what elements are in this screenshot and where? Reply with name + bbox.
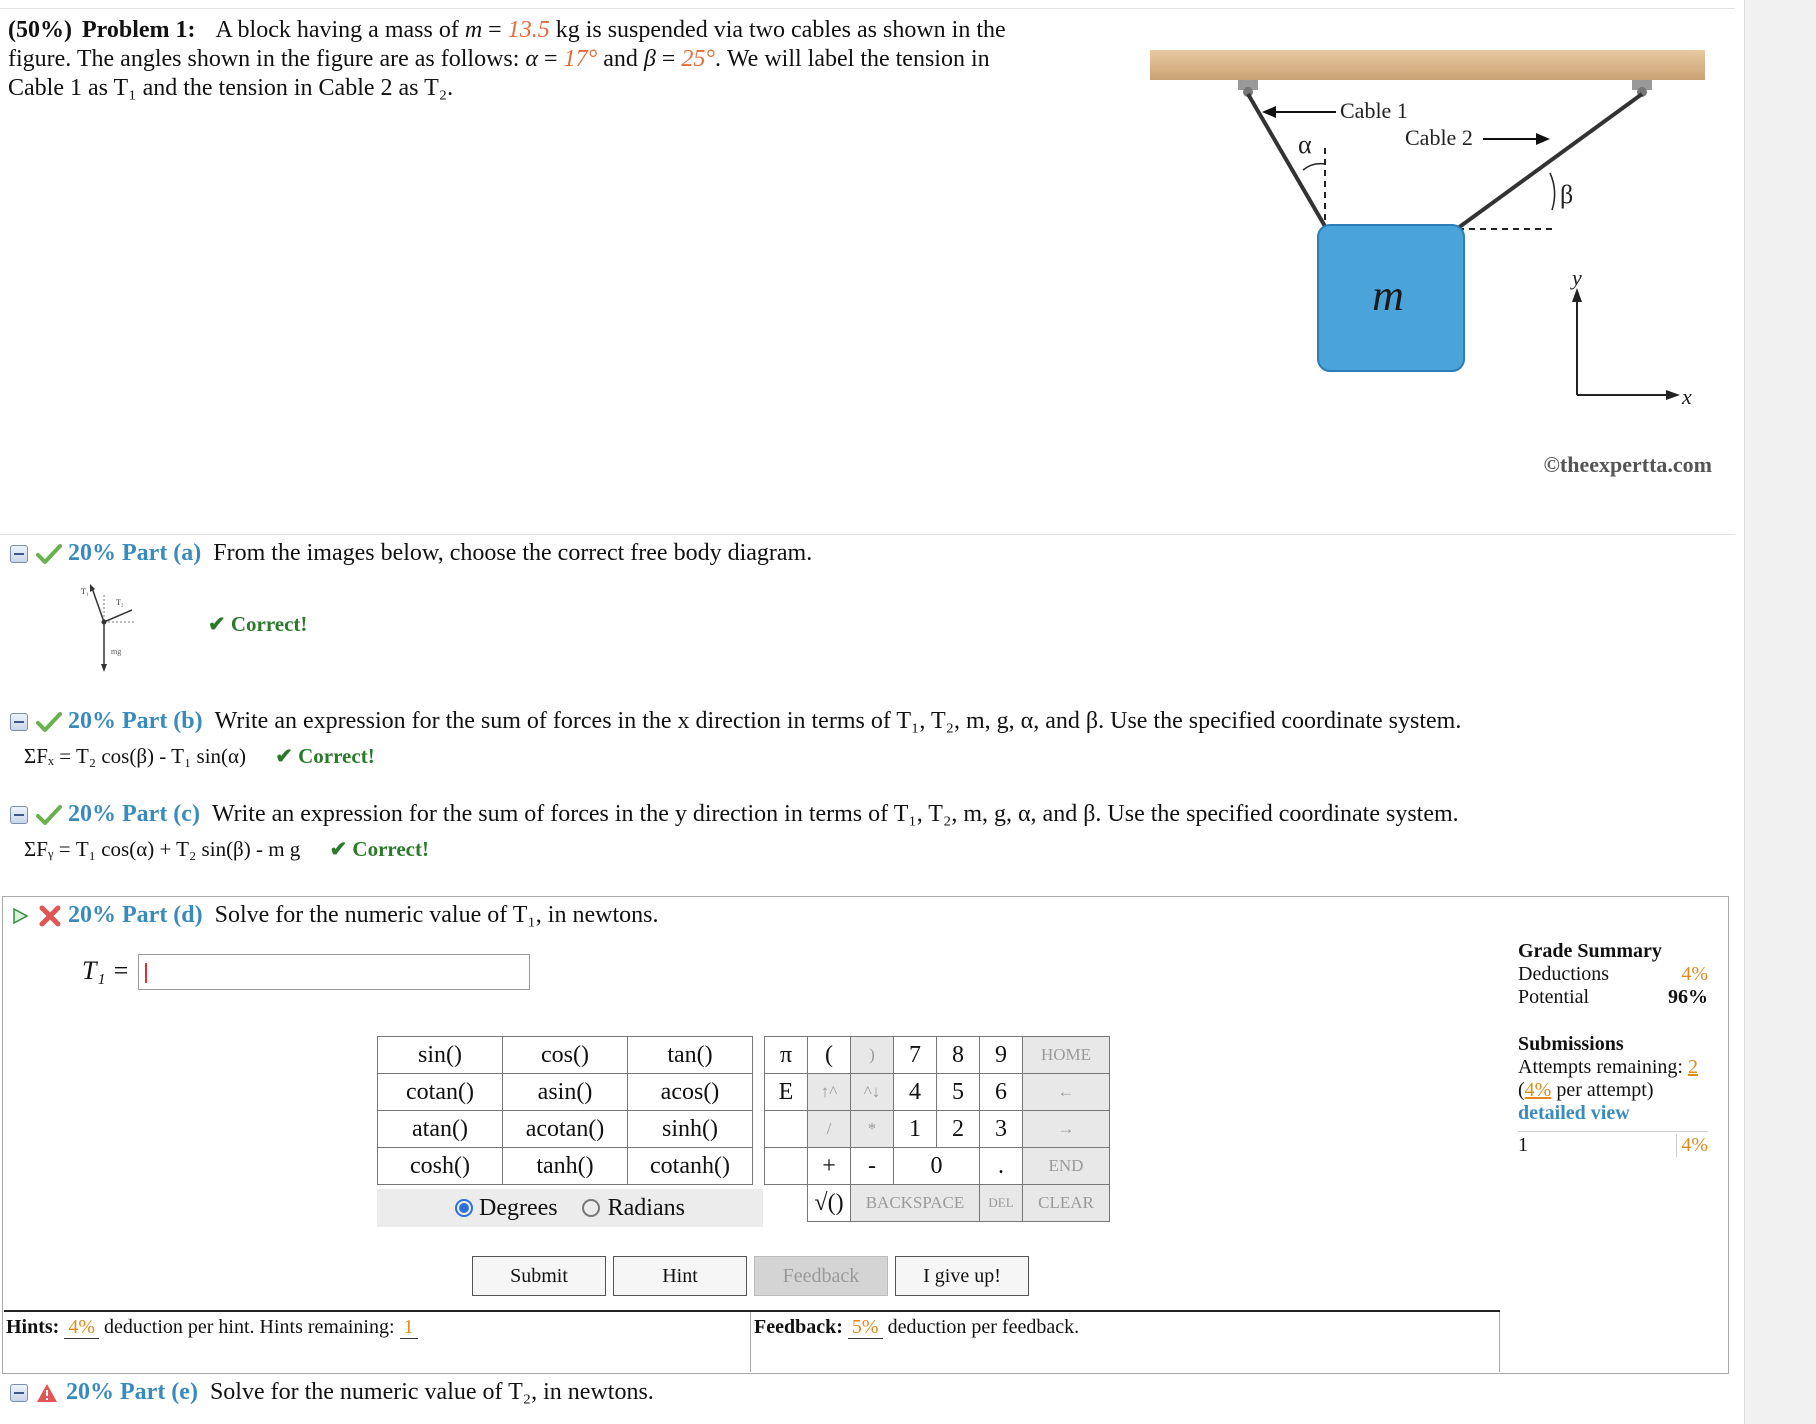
attempts-row xyxy=(1518,1056,1708,1079)
part-c-prompt: Write an expression for the sum of forces in the y direction in terms of T₁, T₂, m, g, α, and β. Use the specified coordinate system. xyxy=(211,801,1459,827)
check-icon xyxy=(36,804,62,826)
potential-value: 96% xyxy=(1668,986,1708,1008)
key-0[interactable]: 0 xyxy=(894,1148,980,1185)
numeric-keypad xyxy=(764,1036,1110,1222)
part-c-weight: 20% Part (c) xyxy=(68,801,200,827)
cable-1-label: Cable 1 xyxy=(1340,98,1408,123)
cable-1-line xyxy=(1248,94,1326,228)
problem-line-3: Cable 1 as T₁ and the tension in Cable 2 as T₂. xyxy=(8,75,454,101)
radians-label: Radians xyxy=(607,1194,685,1221)
submission-history-row xyxy=(1518,1131,1708,1157)
key-5[interactable]: 5 xyxy=(937,1074,980,1111)
x-axis-arrow-icon xyxy=(1666,390,1680,400)
problem-statement xyxy=(8,16,1108,103)
check-icon xyxy=(36,543,62,565)
per-attempt-row xyxy=(1518,1079,1708,1102)
equals: = xyxy=(655,46,682,72)
e-key[interactable]: E xyxy=(765,1074,808,1111)
cosh-button[interactable]: cosh() xyxy=(378,1148,503,1185)
equals: = xyxy=(538,46,564,72)
sinh-button[interactable]: sinh() xyxy=(628,1111,753,1148)
degrees-label: Degrees xyxy=(479,1194,558,1221)
function-keypad xyxy=(377,1036,753,1185)
alpha-value: 17° xyxy=(563,46,598,72)
collapse-icon[interactable] xyxy=(10,545,28,563)
problem-text-2: kg is suspended via two cables as shown in the xyxy=(549,17,1006,43)
key-3[interactable]: 3 xyxy=(980,1111,1023,1148)
key-8[interactable]: 8 xyxy=(937,1037,980,1074)
alpha-arc xyxy=(1303,164,1325,170)
warning-icon xyxy=(36,1383,58,1403)
tanh-button[interactable]: tanh() xyxy=(503,1148,628,1185)
detailed-view-link[interactable]: detailed view xyxy=(1518,1102,1630,1124)
problem-label: Problem 1: xyxy=(81,17,196,43)
ceiling xyxy=(1150,50,1705,80)
submissions-title: Submissions xyxy=(1518,1033,1624,1055)
hint-deduction: 4% xyxy=(64,1316,99,1339)
expand-triangle-icon[interactable] xyxy=(10,906,30,926)
fbd-t2-label: T₂ xyxy=(116,598,124,607)
hints-info xyxy=(6,1316,418,1339)
key-7[interactable]: 7 xyxy=(894,1037,937,1074)
part-b-status: ✔ Correct! xyxy=(275,744,375,768)
deductions-row xyxy=(1518,963,1708,986)
submission-index: 1 xyxy=(1518,1134,1528,1156)
cos-button[interactable]: cos() xyxy=(503,1037,628,1074)
part-a-status: ✔ Correct! xyxy=(208,612,308,636)
hints-feedback-right xyxy=(1499,1312,1500,1372)
hints-label: Hints: xyxy=(6,1316,60,1338)
potential-label: Potential xyxy=(1518,986,1590,1008)
part-b-header xyxy=(10,708,1461,735)
part-a-weight: 20% Part (a) xyxy=(68,540,202,566)
hints-remaining: 1 xyxy=(400,1316,418,1339)
acotan-button[interactable]: acotan() xyxy=(503,1111,628,1148)
part-a-header xyxy=(10,540,812,567)
attempts-label: Attempts remaining: xyxy=(1518,1056,1683,1078)
figure-copyright: ©theexpertta.com xyxy=(1543,452,1712,477)
left-arrow-key[interactable]: ← xyxy=(1023,1074,1110,1111)
deductions-label: Deductions xyxy=(1518,963,1610,985)
end-key[interactable]: END xyxy=(1023,1148,1110,1185)
y-axis-arrow-icon xyxy=(1572,288,1582,302)
give-up-button[interactable]: I give up! xyxy=(895,1256,1029,1296)
angle-mode-row xyxy=(377,1189,763,1227)
and-text: and xyxy=(597,46,644,72)
sqrt-key[interactable]: √() xyxy=(808,1185,851,1222)
feedback-label: Feedback: xyxy=(754,1316,843,1338)
problem-text: A block having a mass of xyxy=(215,17,465,43)
part-c-answer-row xyxy=(24,837,429,862)
attempts-value: 2 xyxy=(1687,1056,1698,1078)
open-paren-key[interactable]: ( xyxy=(808,1037,851,1074)
part-a-prompt: From the images below, choose the correct free body diagram. xyxy=(213,540,813,566)
hints-feedback-divider xyxy=(4,1310,1500,1312)
hints-feedback-frame xyxy=(750,1312,751,1372)
problem-text-4: . We will label the tension in xyxy=(714,46,990,72)
page-scrollbar[interactable] xyxy=(1744,0,1816,1424)
submit-button[interactable]: Submit xyxy=(472,1256,606,1296)
potential-row xyxy=(1518,986,1708,1009)
part-d-header xyxy=(10,902,658,929)
key-9[interactable]: 9 xyxy=(980,1037,1023,1074)
del-key[interactable]: DEL xyxy=(980,1185,1023,1222)
cable-2-label: Cable 2 xyxy=(1405,125,1473,150)
cable-figure xyxy=(1140,40,1730,480)
tan-button[interactable]: tan() xyxy=(628,1037,753,1074)
home-key[interactable]: HOME xyxy=(1023,1037,1110,1074)
mass-symbol: m xyxy=(464,17,483,43)
grade-summary xyxy=(1518,940,1708,1157)
text-cursor xyxy=(145,963,147,983)
collapse-icon[interactable] xyxy=(10,713,28,731)
right-arrow-key[interactable]: → xyxy=(1023,1111,1110,1148)
x-axis-label: x xyxy=(1682,384,1692,409)
beta-label: β xyxy=(1560,180,1574,209)
plus-key[interactable]: + xyxy=(808,1148,851,1185)
degrees-radio[interactable] xyxy=(455,1199,473,1217)
alpha-symbol: α xyxy=(525,46,539,72)
multiply-key[interactable]: * xyxy=(851,1111,894,1148)
equals: = xyxy=(482,17,508,43)
part-b-answer-row xyxy=(24,744,375,769)
submission-deduction: 4% xyxy=(1676,1134,1708,1157)
t1-answer-input[interactable] xyxy=(138,954,530,990)
beta-arc xyxy=(1550,173,1555,210)
pi-key[interactable]: π xyxy=(765,1037,808,1074)
cotan-button[interactable]: cotan() xyxy=(378,1074,503,1111)
problem-line-2 xyxy=(8,45,1108,74)
part-e-weight: 20% Part (e) xyxy=(66,1379,198,1405)
feedback-info xyxy=(754,1316,1079,1339)
problem-weight: (50%) xyxy=(8,17,72,43)
blank-key xyxy=(765,1148,808,1185)
minus-key[interactable]: - xyxy=(851,1148,894,1185)
key-6[interactable]: 6 xyxy=(980,1074,1023,1111)
mass-block-label: m xyxy=(1372,271,1404,320)
close-paren-key[interactable]: ) xyxy=(851,1037,894,1074)
beta-symbol: β xyxy=(643,46,656,72)
incorrect-icon xyxy=(38,904,62,928)
cable-2-arrow-icon xyxy=(1536,133,1550,145)
t1-input-label: T₁ = xyxy=(82,956,130,985)
atan-button[interactable]: atan() xyxy=(378,1111,503,1148)
part-d-prompt: Solve for the numeric value of T₁, in newtons. xyxy=(214,902,659,928)
deductions-value: 4% xyxy=(1681,963,1708,985)
per-attempt-text: per attempt) xyxy=(1551,1079,1654,1101)
part-e-prompt: Solve for the numeric value of T₂, in newtons. xyxy=(209,1379,654,1405)
key-2[interactable]: 2 xyxy=(937,1111,980,1148)
cotanh-button[interactable]: cotanh() xyxy=(628,1148,753,1185)
per-attempt-open: ( xyxy=(1518,1079,1525,1101)
feedback-deduction: 5% xyxy=(848,1316,883,1339)
feedback-text: deduction per feedback. xyxy=(887,1316,1080,1338)
hints-text: deduction per hint. Hints remaining: xyxy=(104,1316,395,1338)
collapse-icon[interactable] xyxy=(10,1384,28,1402)
radians-radio[interactable] xyxy=(582,1199,600,1217)
superscript-up-key[interactable]: ↑^ xyxy=(808,1074,851,1111)
problem-line-1 xyxy=(8,16,1108,45)
beta-value: 25° xyxy=(681,46,715,72)
free-body-diagram[interactable] xyxy=(80,580,150,676)
key-1[interactable]: 1 xyxy=(894,1111,937,1148)
decimal-key[interactable]: . xyxy=(980,1148,1023,1185)
cable-1-arrow-icon xyxy=(1262,106,1276,118)
cable-2-line xyxy=(1458,94,1642,228)
grade-summary-title: Grade Summary xyxy=(1518,940,1662,962)
backspace-key[interactable]: BACKSPACE xyxy=(851,1185,980,1222)
part-c-header xyxy=(10,801,1459,828)
per-attempt-value: 4% xyxy=(1524,1079,1552,1101)
hint-button[interactable]: Hint xyxy=(613,1256,747,1296)
fbd-mg-label: mg xyxy=(111,647,122,656)
check-icon xyxy=(36,711,62,733)
y-axis-label: y xyxy=(1572,265,1582,290)
collapse-icon[interactable] xyxy=(10,806,28,824)
part-c-status: ✔ Correct! xyxy=(329,837,429,861)
mass-value: 13.5 xyxy=(507,17,550,43)
alpha-label: α xyxy=(1298,130,1312,159)
blank-key xyxy=(765,1111,808,1148)
feedback-button[interactable]: Feedback xyxy=(754,1256,888,1296)
superscript-down-key[interactable]: ^↓ xyxy=(851,1074,894,1111)
part-d-weight: 20% Part (d) xyxy=(68,902,203,928)
fbd-t1-label: T₁ xyxy=(81,587,89,596)
asin-button[interactable]: asin() xyxy=(503,1074,628,1111)
part-b-weight: 20% Part (b) xyxy=(68,708,203,734)
divide-key[interactable]: / xyxy=(808,1111,851,1148)
part-e-header xyxy=(10,1379,654,1406)
problem-text-3: figure. The angles shown in the figure are as follows: xyxy=(8,46,526,72)
part-b-prompt: Write an expression for the sum of forces in the x direction in terms of T₁, T₂, m, g, α, and β. Use the specified coordinate system. xyxy=(214,708,1462,734)
part-b-answer: ΣFₓ = T₂ cos(β) - T₁ sin(α) xyxy=(24,744,247,768)
key-4[interactable]: 4 xyxy=(894,1074,937,1111)
sin-button[interactable]: sin() xyxy=(378,1037,503,1074)
part-c-answer: ΣFᵧ = T₁ cos(α) + T₂ sin(β) - m g xyxy=(24,837,301,861)
acos-button[interactable]: acos() xyxy=(628,1074,753,1111)
clear-key[interactable]: CLEAR xyxy=(1023,1185,1110,1222)
